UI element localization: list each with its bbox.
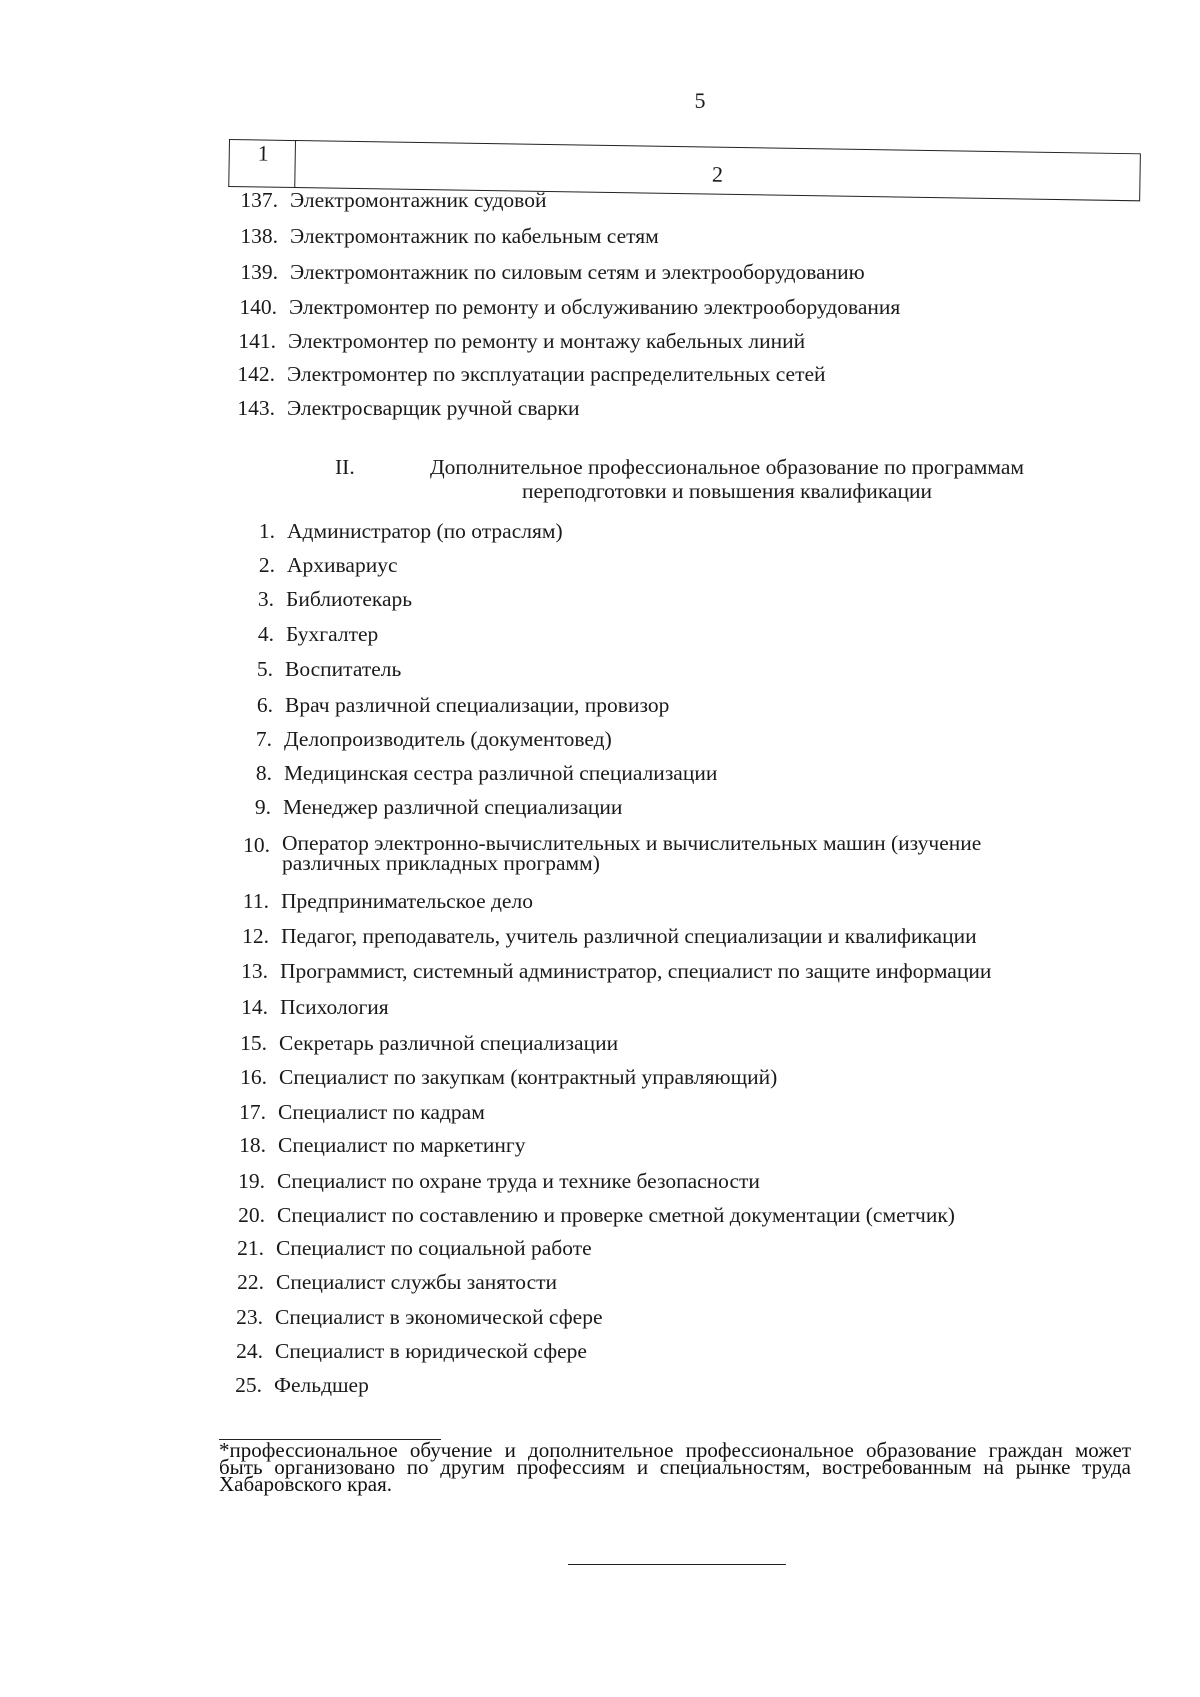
list-item [222,224,659,248]
list-item-number: 137. [240,188,278,212]
list-item-text: Электромонтажник судовой [290,188,547,212]
list-item-text: Электромонтажник по силовым сетям и электрооборудованию [290,260,865,284]
list-item [221,295,900,319]
list-item-text: Библиотекарь [286,587,413,611]
list-item-text: Делопроизводитель (документовед) [284,727,612,751]
list-item-number: 20. [238,1203,265,1227]
list-item [219,396,579,420]
list-item-number: 9. [254,795,271,819]
list-item-text: Электросварщик ручной сварки [287,396,580,420]
list-item-number: 21. [237,1236,264,1260]
list-item-number: 6. [256,693,273,717]
list-item [209,1169,760,1193]
list-item-number: 142. [237,362,275,386]
end-divider [568,1564,786,1565]
list-item [209,1203,955,1227]
footnote: *профессиональное обучение и дополнительное профессиональное образование граждан может быть организовано по другим профессиям и специальностям, востребованным на рынке труда Хабаровского края. [219,1438,1131,1496]
list-item-number: 11. [242,889,269,913]
list-item [216,761,717,785]
list-item-text: Специалист по социальной работе [276,1236,592,1260]
list-item-number: 10. [243,833,270,857]
list-item-text: Специалист службы занятости [276,1270,558,1294]
list-item [208,1236,592,1260]
list-item [212,995,389,1019]
list-item [215,795,622,819]
list-item-text: Специалист по закупкам (контрактный управляющий) [279,1065,778,1089]
list-item [218,587,412,611]
list-item-text: Медицинская сестра различной специализации [284,761,718,785]
table-header-col2: 2 [294,140,1141,201]
list-item-text: Менеджер различной специализации [283,795,623,819]
list-item [210,1133,526,1157]
list-item-number: 1. [258,519,275,543]
list-item-number: 23. [236,1305,263,1329]
list-item-number: 19. [238,1169,265,1193]
list-item-text: Врач различной специализации, провизор [285,693,670,717]
list-item-text: Секретарь различной специализации [279,1031,619,1055]
list-item-text: Администратор (по отраслям) [287,519,563,543]
list-item-text: Педагог, преподаватель, учитель различной специализации и квалификации [281,924,977,948]
list-item-number: 16. [240,1065,267,1089]
list-item [220,329,805,353]
list-item [219,362,826,386]
list-item-number: 25. [235,1373,262,1397]
list-item-text: Специалист по охране труда и технике безопасности [277,1169,760,1193]
list-item-text: Электромонтажник по кабельным сетям [290,224,659,248]
list-item [211,1065,777,1089]
list-item [222,188,546,212]
list-item [213,924,977,948]
list-item [216,727,612,751]
list-item [217,693,669,717]
list-item-text: Электромонтер по ремонту и монтажу кабельных линий [288,329,806,353]
list-item-number: 138. [240,224,278,248]
list-item-text: Специалист в экономической сфере [275,1305,603,1329]
list-item-number: 4. [257,622,274,646]
list-item [217,657,401,681]
list-item-number: 3. [257,587,274,611]
list-item-number: 14. [241,995,268,1019]
list-item [218,622,378,646]
list-item-number: 17. [239,1100,266,1124]
list-item [211,1031,618,1055]
list-item-number: 22. [237,1270,264,1294]
list-item-text: Электромонтер по эксплуатации распределительных сетей [287,362,826,386]
list-item-text: Специалист по составлению и проверке сметной документации (сметчик) [277,1203,955,1227]
list-item [222,260,865,284]
list-item-text: Специалист по кадрам [278,1100,485,1124]
list-item-text: Бухгалтер [286,622,379,646]
list-item [208,1270,557,1294]
list-item-number: 2. [258,553,275,577]
list-item-text: Фельдшер [274,1373,369,1397]
list-item [207,1305,603,1329]
list-item-text: Специалист по маркетингу [278,1133,526,1157]
page-number: 5 [694,88,706,113]
list-item-text: Воспитатель [285,657,402,681]
list-item [210,1100,485,1124]
list-item-number: 13. [241,959,268,983]
list-item [207,1339,587,1363]
list-item-text: Программист, системный администратор, специалист по защите информации [280,959,992,983]
list-item-number: 7. [255,727,272,751]
list-item-number: 12. [242,924,269,948]
list-item-text: Предпринимательское дело [281,889,533,913]
list-item-number: 143. [237,396,275,420]
list-item [212,959,991,983]
list-item-text: Электромонтер по ремонту и обслуживанию электрооборудования [289,295,901,319]
list-item-number: 139. [240,260,278,284]
list-item [214,833,1062,873]
list-item-number: 15. [240,1031,267,1055]
list-item [206,1373,369,1397]
list-item-number: 140. [239,295,277,319]
list-item-text: Архивариус [287,553,398,577]
list-item-number: 8. [255,761,272,785]
list-item [213,889,533,913]
list-item-text: Оператор электронно-вычислительных и вычислительных машин (изучение различных прикладных программ) [282,831,982,875]
list-item-number: 18. [239,1133,266,1157]
list-item [219,519,563,543]
list-item-text: Специалист в юридической сфере [275,1339,587,1363]
list-item [219,553,398,577]
list-item-number: 141. [238,329,276,353]
list-item-number: 24. [236,1339,263,1363]
section-title: Дополнительное профессиональное образование по программам переподготовки и повышения квалификации [429,455,1024,503]
section-number: II. [335,455,355,479]
table-header-col1: 1 [228,139,297,188]
list-item-text: Психология [280,995,389,1019]
list-item-number: 5. [256,657,273,681]
